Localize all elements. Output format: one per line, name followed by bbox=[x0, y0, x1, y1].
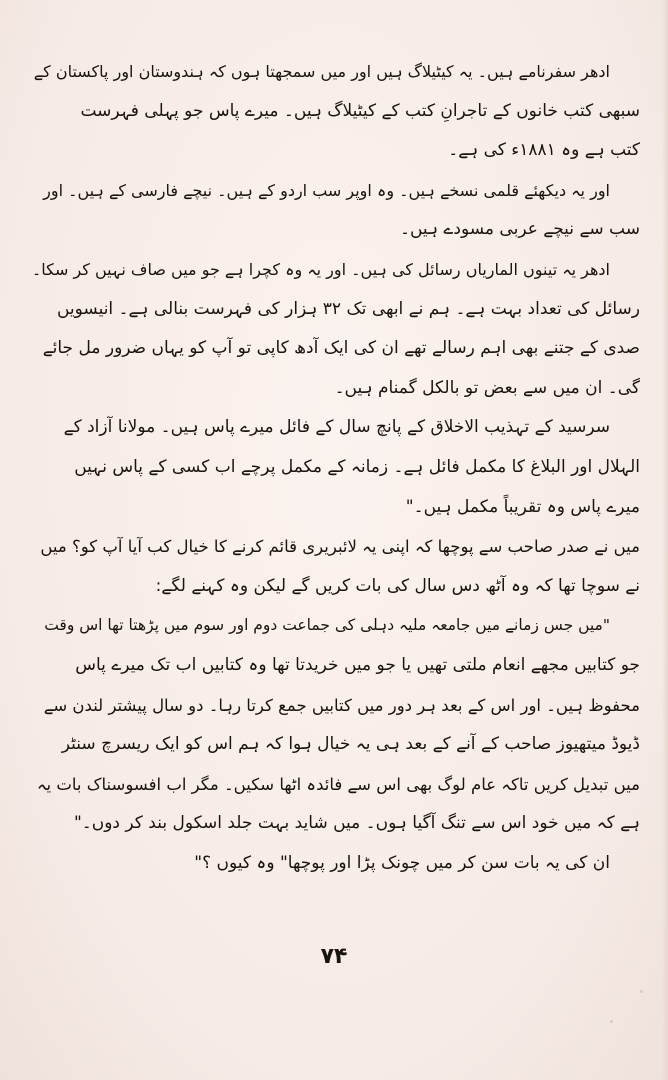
text-line: ہے کہ میں خود اس سے تنگ آگیا ہوں۔ میں شاید بہت جلد اسکول بند کر دوں۔" bbox=[73, 813, 640, 834]
text-line: "میں جس زمانے میں جامعہ ملیہ دہلی کی جماعت دوم اور سوم میں پڑھتا تھا اس وقت bbox=[44, 616, 610, 635]
text-line: سرسید کے تہذیب الاخلاق کے پانچ سال کے فائل میرے پاس ہیں۔ مولانا آزاد کے bbox=[63, 417, 610, 438]
text-line: سبھی کتب خانوں کے تاجرانِ کتب کے کیٹیلاگ ہیں۔ میرے پاس جو پہلی فہرست bbox=[80, 100, 640, 121]
text-line: اور یہ دیکھئے قلمی نسخے ہیں۔ وہ اوپر سب اردو کے ہیں۔ نیچے فارسی کے ہیں۔ اور bbox=[43, 180, 610, 200]
text-line: ڈیوڈ میتھیوز صاحب کے آنے کے بعد ہی یہ خیال ہوا کہ ہم اس کو ایک ریسرچ سنٹر bbox=[61, 734, 640, 755]
text-line: صدی کے جتنے بھی اہم رسالے تھے ان کی ایک آدھ کاپی تو آپ کو یہاں ضرور مل جائے bbox=[42, 338, 640, 359]
text-line: میں نے صدر صاحب سے پوچھا کہ اپنی یہ لائبریری قائم کرنے کا خیال کب آیا آپ کو؟ میں bbox=[40, 537, 640, 557]
text-line: الہلال اور البلاغ کا مکمل فائل ہے۔ زمانہ کے مکمل پرچے اب کسی کے پاس نہیں bbox=[74, 456, 640, 477]
text-line: محفوظ ہیں۔ اور اس کے بعد ہر دور میں کتابیں جمع کرتا رہا۔ دو سال پیشتر لندن سے bbox=[43, 695, 640, 715]
body-text bbox=[30, 52, 640, 883]
text-line: ان کی یہ بات سن کر میں چونک پڑا اور پوچھا" وہ کیوں ؟" bbox=[194, 852, 610, 873]
page-number: ۷۴ bbox=[320, 944, 348, 969]
paper-speck bbox=[640, 990, 643, 993]
text-line: جو کتابیں مجھے انعام ملتی تھیں یا جو میں خریدتا تھا وہ کتابیں اب تک میرے پاس bbox=[75, 654, 640, 675]
text-line: گی۔ ان میں سے بعض تو بالکل گمنام ہیں۔ bbox=[334, 377, 640, 398]
text-line: میرے پاس وہ تقریباً مکمل ہیں۔" bbox=[405, 496, 640, 517]
text-line: ادھر یہ تینوں الماریاں رسائل کی ہیں۔ اور یہ وہ کچرا ہے جو میں صاف نہیں کر سکا۔ bbox=[31, 259, 610, 279]
text-line: نے سوچا تھا کہ وہ آٹھ دس سال کی بات کریں گے لیکن وہ کہنے لگے: bbox=[155, 575, 640, 596]
text-line: ادھر سفرنامے ہیں۔ یہ کیٹیلاگ ہیں اور میں سمجھتا ہوں کہ ہندوستان اور پاکستان کے bbox=[33, 62, 610, 81]
text-line: کتب ہے وہ ۱۸۸۱ء کی ہے۔ bbox=[448, 140, 640, 161]
text-line: سب سے نیچے عربی مسودے ہیں۔ bbox=[400, 219, 640, 240]
page-edge-shadow bbox=[662, 0, 668, 1080]
text-line: رسائل کی تعداد بہت ہے۔ ہم نے ابھی تک ۳۲ ہزار کی فہرست بنالی ہے۔ انیسویں bbox=[56, 298, 640, 319]
paper-speck bbox=[610, 1020, 613, 1023]
text-line: میں تبدیل کریں تاکہ عام لوگ بھی اس سے فائدہ اٹھا سکیں۔ مگر اب افسوسناک بات یہ bbox=[36, 774, 640, 794]
